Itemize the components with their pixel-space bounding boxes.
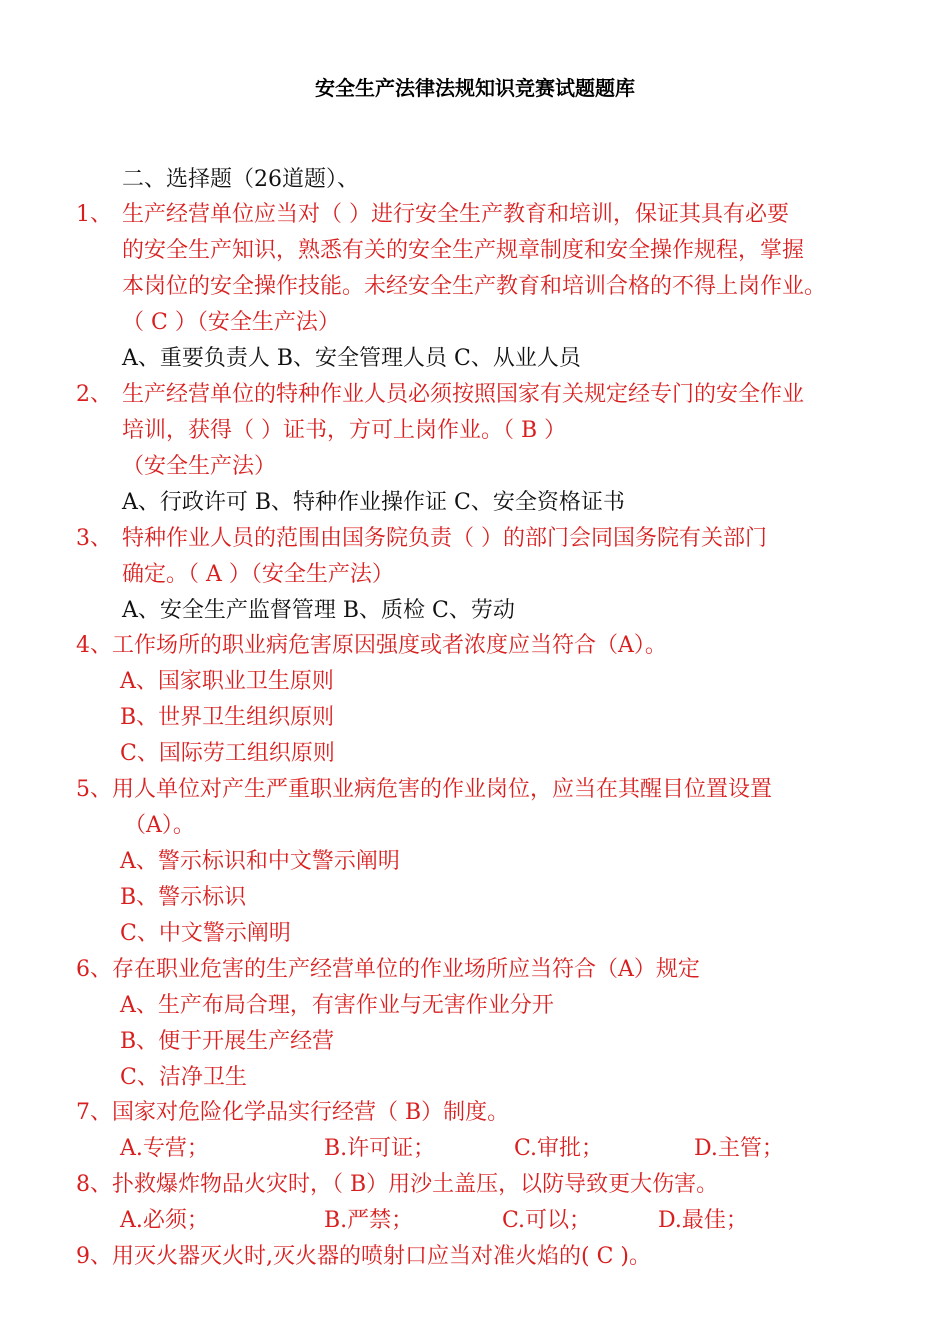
- options-line: A、重要负责人 B、安全管理人员 C、从业人员: [122, 346, 581, 371]
- question-text: 培训，获得（ ）证书，方可上岗作业。（ B ）: [122, 418, 567, 443]
- question-text: 5、用人单位对产生严重职业病危害的作业岗位，应当在其醒目位置设置: [76, 777, 772, 802]
- option-b: B、便于开展生产经营: [120, 1029, 335, 1054]
- option-c: C、中文警示阐明: [120, 921, 291, 946]
- question-text: 4、工作场所的职业病危害原因强度或者浓度应当符合（A）。: [76, 633, 667, 658]
- question-text: 7、国家对危险化学品实行经营（ B）制度。: [76, 1100, 510, 1125]
- option-c: C、洁净卫生: [120, 1065, 247, 1090]
- option-b: B、警示标识: [120, 885, 247, 910]
- option-a: A、国家职业卫生原则: [120, 669, 334, 694]
- option-c: C.可以；: [502, 1208, 592, 1233]
- option-a: A、警示标识和中文警示阐明: [120, 849, 400, 874]
- question-text: 9、用灭火器灭火时,灭火器的喷射口应当对准火焰的( C )。: [76, 1244, 651, 1269]
- option-c: C.审批；: [514, 1136, 604, 1161]
- option-b: B.严禁；: [324, 1208, 414, 1233]
- option-a: A、生产布局合理，有害作业与无害作业分开: [120, 993, 554, 1018]
- options-line: A、行政许可 B、特种作业操作证 C、安全资格证书: [122, 490, 625, 515]
- option-d: D.主管；: [694, 1136, 784, 1161]
- option-c: C、国际劳工组织原则: [120, 741, 335, 766]
- question-text: （A）。: [124, 813, 195, 838]
- section-heading: 二、选择题（26道题）、: [122, 167, 359, 192]
- option-d: D.最佳；: [658, 1208, 748, 1233]
- options-line: A、安全生产监督管理 B、质检 C、劳动: [122, 598, 515, 623]
- question-text: 确定。（ A ）（安全生产法）: [122, 562, 394, 587]
- answer-line: （ C ）（安全生产法）: [122, 310, 340, 335]
- question-text: 8、扑救爆炸物品火灾时，（ B）用沙土盖压，以防导致更大伤害。: [76, 1172, 719, 1197]
- question-text: 生产经营单位的特种作业人员必须按照国家有关规定经专门的安全作业: [122, 382, 805, 407]
- option-a: A.专营；: [120, 1136, 209, 1161]
- page-title: 安全生产法律法规知识竞赛试题题库: [315, 76, 635, 100]
- question-text: 生产经营单位应当对（ ）进行安全生产教育和培训，保证其具有必要: [122, 202, 789, 227]
- question-number: 3、: [76, 526, 112, 551]
- answer-line: （安全生产法）: [122, 454, 277, 479]
- question-number: 1、: [76, 202, 112, 227]
- option-b: B.许可证；: [324, 1136, 436, 1161]
- option-b: B、世界卫生组织原则: [120, 705, 335, 730]
- question-text: 本岗位的安全操作技能。未经安全生产教育和培训合格的不得上岗作业。: [122, 274, 827, 299]
- question-number: 2、: [76, 382, 112, 407]
- question-text: 6、存在职业危害的生产经营单位的作业场所应当符合（A）规定: [76, 957, 700, 982]
- question-text: 特种作业人员的范围由国务院负责（ ）的部门会同国务院有关部门: [122, 526, 767, 551]
- question-text: 的安全生产知识，熟悉有关的安全生产规章制度和安全操作规程，掌握: [122, 238, 805, 263]
- option-a: A.必须；: [120, 1208, 209, 1233]
